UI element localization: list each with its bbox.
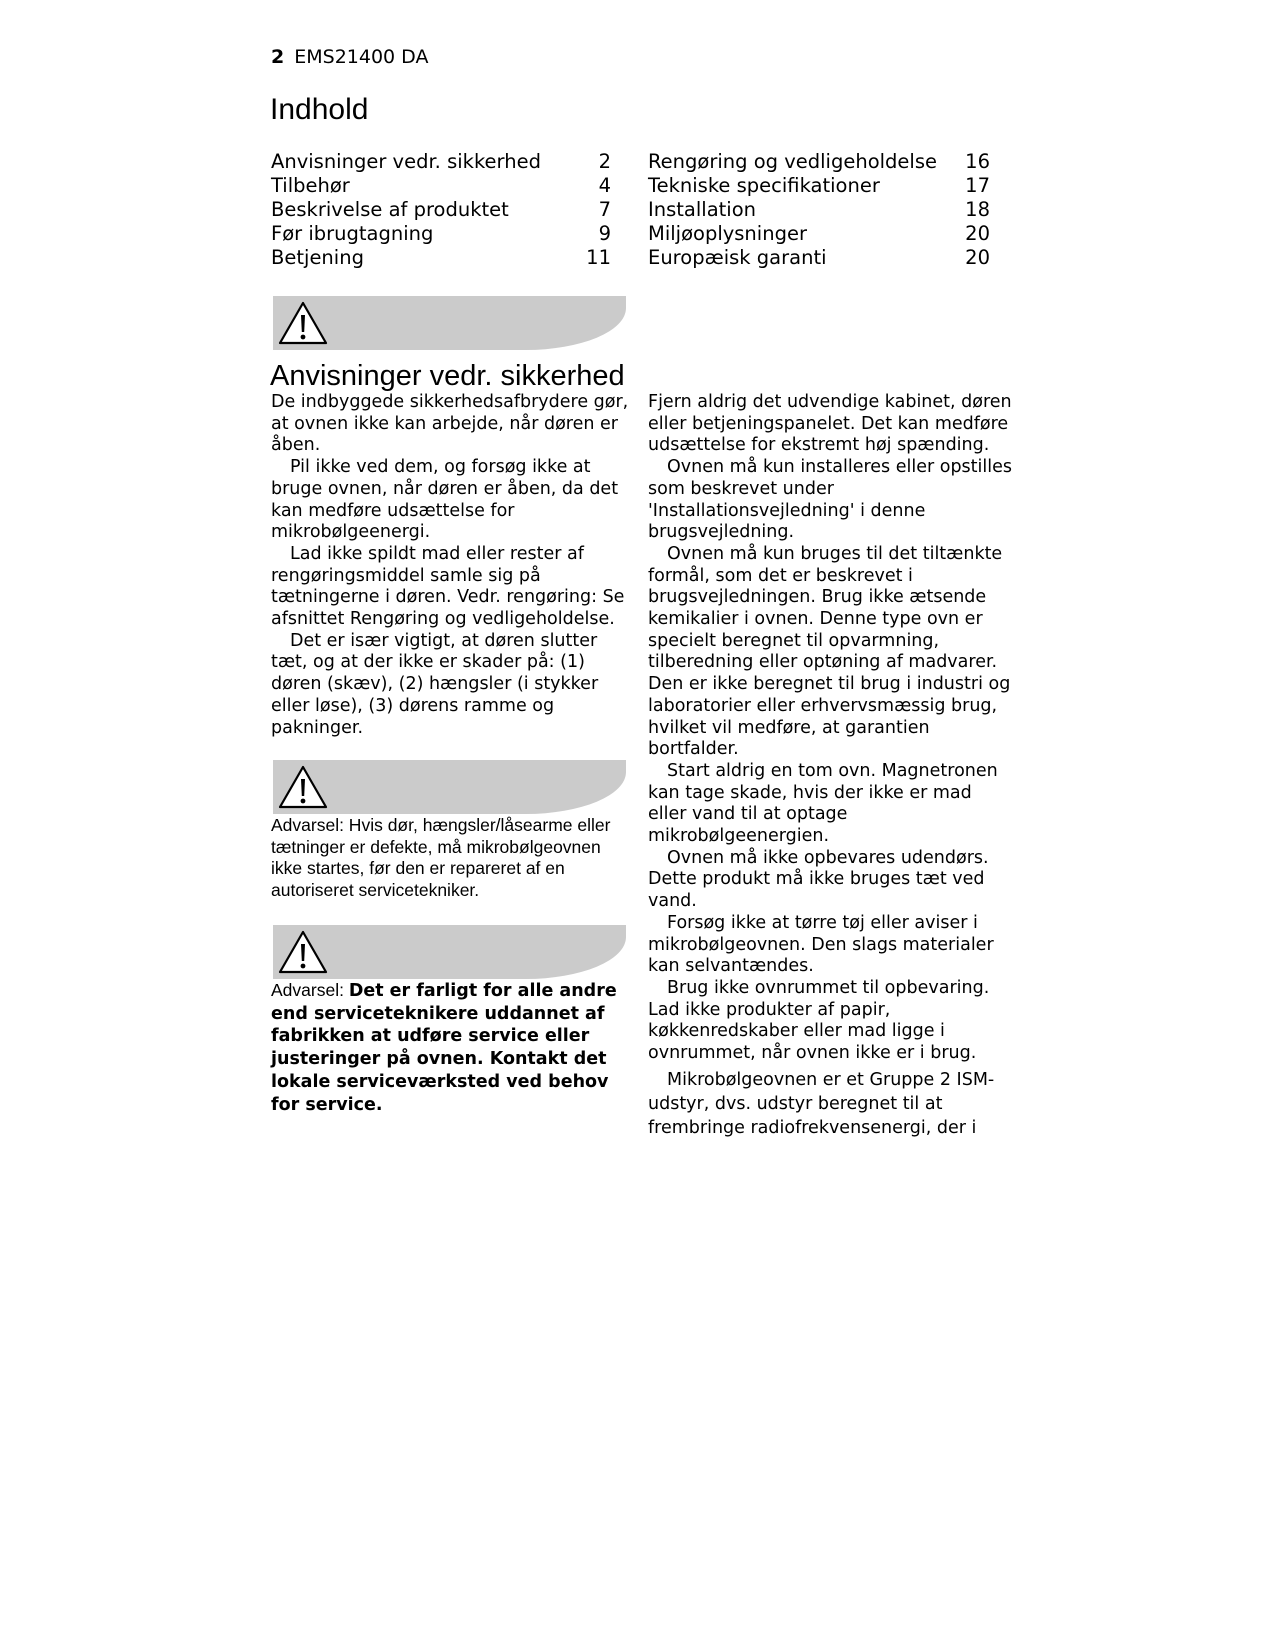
toc-entry (271, 150, 611, 174)
paragraph: Mikrobølgeovnen er et Gruppe 2 ISM-udstyr, dvs. udstyr beregnet til at frembringe radiofrekvensenergi, der i (648, 1069, 995, 1138)
toc-entry-page: 11 (586, 246, 611, 269)
page-number: 2 (271, 46, 285, 68)
warning-text: Advarsel: Hvis dør, hængsler/låsearme eller tætninger er defekte, må mikrobølgeovnen ikke startes, før den er repareret af en autoriseret servicetekniker. (271, 815, 611, 901)
toc-entry-label: Rengøring og vedligeholdelse (648, 150, 937, 173)
paragraph: Start aldrig en tom ovn. Magnetronen kan tage skade, hvis der ikke er mad eller vand til at optage mikrobølgeenergien. (648, 760, 998, 847)
warning-triangle-icon (277, 300, 329, 346)
warning-text-bold (271, 980, 631, 1116)
toc-entry (648, 222, 990, 246)
toc-title: Indhold (270, 93, 369, 126)
toc-entry (271, 174, 611, 198)
toc-entry-page: 2 (598, 150, 611, 173)
toc-entry-label: Tilbehør (271, 174, 350, 197)
toc-entry-page: 17 (965, 174, 990, 197)
paragraph: Ovnen må ikke opbevares udendørs. Dette produkt må ikke bruges tæt ved vand. (648, 847, 989, 912)
toc-entry (648, 174, 990, 198)
toc-entry (648, 198, 990, 222)
toc-entry-page: 20 (965, 246, 990, 269)
toc-left-column (271, 150, 611, 270)
toc-entry (648, 246, 990, 270)
toc-entry-label: Installation (648, 198, 757, 221)
warning-triangle-icon (277, 764, 329, 810)
toc-entry-label: Europæisk garanti (648, 246, 827, 269)
warning-banner (273, 296, 626, 350)
warning-banner (273, 760, 626, 814)
toc-entry-label: Miljøoplysninger (648, 222, 807, 245)
toc-right-column (648, 150, 990, 270)
warning-triangle-icon (277, 929, 329, 975)
toc-entry-label: Før ibrugtagning (271, 222, 434, 245)
toc-entry-page: 4 (598, 174, 611, 197)
paragraph-group (648, 1068, 1013, 1140)
toc-entry (271, 246, 611, 270)
paragraph: Det er især vigtigt, at døren slutter tæt, og at der ikke er skader på: (1) døren (skæv), (2) hængsler (i stykker eller løse), (3) dørens ramme og pakninger. (271, 630, 599, 738)
toc-entry (271, 222, 611, 246)
paragraph: Ovnen må kun installeres eller opstilles som beskrevet under 'Installationsvejledning' i denne brugsvejledning. (648, 457, 1013, 543)
paragraph: Brug ikke ovnrummet til opbevaring. Lad ikke produkter af papir, køkkenredskaber eller mad ligge i ovnrummet, når ovnen ikke er i brug. (648, 977, 990, 1064)
doc-code: EMS21400 DA (294, 46, 429, 68)
warning-banner (273, 925, 626, 979)
toc-entry-label: Tekniske specifikationer (648, 174, 880, 197)
paragraph: Ovnen må kun bruges til det tiltænkte formål, som det er beskrevet i brugsvejledningen. Brug ikke ætsende kemikalier i ovnen. Denne type ovn er specielt beregnet til opvarmning, tilberedning eller optøning af madvarer. Den er ikke beregnet til brug i industri og laboratorier eller erhvervsmæssig brug, hvilket vil medføre, at garantien bortfalder. (648, 543, 1011, 760)
toc-entry-label: Betjening (271, 246, 364, 269)
toc-entry-label: Anvisninger vedr. sikkerhed (271, 150, 541, 173)
toc-entry-page: 7 (598, 198, 611, 221)
toc-entry-page: 16 (965, 150, 990, 173)
paragraph: Forsøg ikke at tørre tøj eller aviser i mikrobølgeovnen. Den slags materialer kan selvantændes. (648, 912, 994, 977)
toc-entry-page: 20 (965, 222, 990, 245)
warning-emphasis: Det er farligt for alle andre end serviceteknikere uddannet af fabrikken at udføre service eller justeringer på ovnen. Kontakt det lokale serviceværksted ved behov for service. (271, 981, 617, 1115)
toc-entry (648, 150, 990, 174)
warning-prefix: Advarsel: (271, 980, 349, 1000)
paragraph: De indbyggede sikkerhedsafbrydere gør, at ovnen ikke kan arbejde, når døren er åben. (271, 392, 629, 456)
paragraph: Fjern aldrig det udvendige kabinet, døren eller betjeningspanelet. Det kan medføre udsættelse for ekstremt høj spænding. (648, 392, 1012, 456)
paragraph: Lad ikke spildt mad eller rester af rengøringsmiddel samle sig på tætningerne i døren. Vedr. rengøring: Se afsnittet Rengøring og vedligeholdelse. (271, 543, 625, 630)
toc-entry-label: Beskrivelse af produktet (271, 198, 509, 221)
paragraph: Pil ikke ved dem, og forsøg ikke at bruge ovnen, når døren er åben, da det kan medføre udsættelse for mikrobølgeenergi. (271, 457, 619, 543)
toc-entry (271, 198, 611, 222)
page-header (271, 44, 428, 70)
toc-entry-page: 18 (965, 198, 990, 221)
toc-entry-page: 9 (598, 222, 611, 245)
section-title: Anvisninger vedr. sikkerhed (270, 360, 625, 392)
safety-right-column (648, 392, 1013, 1140)
safety-left-column (271, 392, 631, 739)
